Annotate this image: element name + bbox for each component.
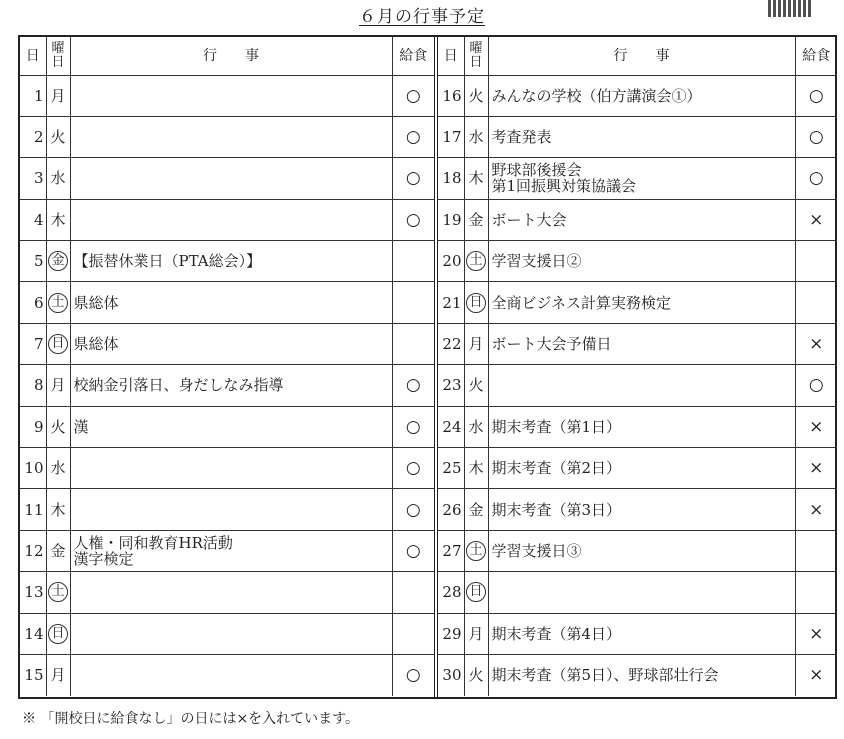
table-row (20, 613, 434, 654)
event-cell (488, 489, 795, 530)
day-of-week (464, 530, 488, 571)
meal-mark: ○ (392, 530, 434, 571)
day-of-week-label: 水 (50, 169, 66, 188)
table-row (438, 323, 837, 364)
table-row (438, 158, 837, 199)
table-row (438, 282, 837, 323)
event-text: 人権・同和教育HR活動 (73, 533, 233, 552)
day-number: 21 (438, 282, 464, 323)
day-of-week-label: 水 (468, 417, 484, 436)
day-of-week (464, 572, 488, 613)
day-of-week-label: 火 (468, 666, 484, 685)
holiday-circled-day: 日 (48, 624, 68, 644)
table-row (20, 448, 434, 489)
event-text: 期末考査（第4日） (491, 624, 622, 643)
day-number: 30 (438, 654, 464, 695)
table-row (438, 406, 837, 447)
day-number: 26 (438, 489, 464, 530)
event-text: 漢 (73, 417, 89, 436)
event-text: 【振替休業日（PTA総会）】 (73, 252, 262, 271)
page-title: ６月の行事予定 (359, 7, 485, 27)
event-text: みんなの学校（伯方講演会①） (491, 86, 702, 105)
event-text: 第1回振興対策協議会 (491, 177, 637, 196)
table-row (20, 323, 434, 364)
day-number: 23 (438, 365, 464, 406)
event-cell (488, 323, 795, 364)
table-row (438, 365, 837, 406)
day-of-week (464, 241, 488, 282)
meal-mark: × (795, 199, 837, 240)
table-row (438, 241, 837, 282)
day-number: 8 (20, 365, 46, 406)
day-number: 14 (20, 613, 46, 654)
day-number: 25 (438, 448, 464, 489)
meal-mark: ○ (392, 116, 434, 157)
event-cell (488, 75, 795, 116)
day-of-week (46, 116, 70, 157)
event-cell (70, 654, 392, 695)
event-cell (70, 365, 392, 406)
meal-mark: ○ (392, 75, 434, 116)
day-of-week (46, 365, 70, 406)
event-cell (488, 282, 795, 323)
event-text: 県総体 (73, 335, 119, 354)
meal-mark: × (795, 448, 837, 489)
day-of-week-label: 火 (50, 128, 66, 147)
event-text: 期末考査（第5日）、野球部壮行会 (491, 666, 719, 685)
holiday-circled-day: 金 (48, 251, 68, 271)
day-number: 15 (20, 654, 46, 695)
table-row (20, 282, 434, 323)
day-of-week (464, 75, 488, 116)
meal-mark: ○ (795, 158, 837, 199)
day-of-week (46, 323, 70, 364)
schedule-table (18, 35, 837, 699)
day-of-week-label: 金 (468, 500, 484, 519)
day-of-week-label: 木 (468, 459, 484, 478)
holiday-circled-day: 土 (466, 251, 486, 271)
day-of-week (46, 75, 70, 116)
day-number: 3 (20, 158, 46, 199)
meal-mark: ○ (392, 406, 434, 447)
day-of-week-label: 火 (468, 376, 484, 395)
day-of-week-label: 月 (50, 666, 66, 685)
meal-mark: × (795, 613, 837, 654)
day-of-week-label: 水 (50, 459, 66, 478)
day-of-week-label: 木 (468, 169, 484, 188)
event-cell (70, 489, 392, 530)
holiday-circled-day: 土 (466, 541, 486, 561)
event-text: 校納金引落日、身だしなみ指導 (73, 376, 284, 395)
event-cell (70, 241, 392, 282)
event-cell (488, 654, 795, 695)
meal-mark: ○ (795, 365, 837, 406)
event-text: 期末考査（第2日） (491, 459, 622, 478)
day-of-week (464, 654, 488, 695)
meal-mark (795, 572, 837, 613)
meal-mark (795, 282, 837, 323)
event-text: ボート大会 (491, 210, 567, 229)
header-meal: 給食 (392, 37, 434, 75)
day-of-week (464, 158, 488, 199)
qr-code-icon (768, 0, 812, 17)
header-dow: 曜日 (46, 37, 70, 75)
meal-mark: ○ (392, 199, 434, 240)
header-event: 行 事 (70, 37, 392, 75)
meal-mark (392, 241, 434, 282)
day-of-week (464, 365, 488, 406)
day-of-week (464, 116, 488, 157)
schedule-left (20, 37, 434, 696)
event-text: 期末考査（第1日） (491, 417, 622, 436)
day-of-week-label: 火 (50, 417, 66, 436)
event-cell (488, 365, 795, 406)
day-of-week (46, 654, 70, 695)
holiday-circled-day: 土 (48, 293, 68, 313)
day-number: 27 (438, 530, 464, 571)
day-of-week (46, 406, 70, 447)
day-of-week (46, 613, 70, 654)
holiday-circled-day: 土 (48, 582, 68, 602)
day-of-week-label: 金 (468, 210, 484, 229)
day-number: 29 (438, 613, 464, 654)
day-of-week-label: 月 (468, 624, 484, 643)
table-row (20, 199, 434, 240)
table-row (438, 489, 837, 530)
table-row (438, 613, 837, 654)
day-of-week-label: 月 (468, 335, 484, 354)
day-number: 20 (438, 241, 464, 282)
event-cell (488, 613, 795, 654)
day-of-week-label: 木 (50, 210, 66, 229)
meal-mark (392, 282, 434, 323)
event-cell (488, 448, 795, 489)
table-row (20, 530, 434, 571)
table-row (438, 654, 837, 695)
table-row (20, 158, 434, 199)
event-text: 期末考査（第3日） (491, 500, 622, 519)
day-number: 7 (20, 323, 46, 364)
day-of-week (464, 406, 488, 447)
day-number: 24 (438, 406, 464, 447)
day-number: 10 (20, 448, 46, 489)
day-number: 1 (20, 75, 46, 116)
day-number: 5 (20, 241, 46, 282)
event-cell (488, 158, 795, 199)
meal-mark (392, 613, 434, 654)
table-row (438, 75, 837, 116)
header-day: 日 (20, 37, 46, 75)
event-cell (70, 116, 392, 157)
day-of-week (46, 282, 70, 323)
meal-mark: × (795, 489, 837, 530)
day-of-week (464, 489, 488, 530)
day-of-week (46, 489, 70, 530)
day-number: 6 (20, 282, 46, 323)
day-of-week (464, 282, 488, 323)
meal-mark: × (795, 323, 837, 364)
event-cell (70, 75, 392, 116)
day-of-week (46, 448, 70, 489)
meal-mark (795, 241, 837, 282)
meal-mark: ○ (392, 654, 434, 695)
day-of-week (46, 572, 70, 613)
holiday-circled-day: 日 (466, 582, 486, 602)
holiday-circled-day: 日 (466, 293, 486, 313)
header-dow: 曜日 (464, 37, 488, 75)
day-of-week-label: 水 (468, 128, 484, 147)
event-cell (70, 282, 392, 323)
meal-mark: ○ (392, 158, 434, 199)
day-of-week (464, 448, 488, 489)
event-text: ボート大会予備日 (491, 335, 612, 354)
meal-mark: ○ (795, 75, 837, 116)
table-row (20, 116, 434, 157)
event-cell (488, 530, 795, 571)
event-text: 学習支援日② (491, 252, 582, 271)
day-of-week (46, 530, 70, 571)
meal-mark: ○ (392, 489, 434, 530)
table-row (438, 572, 837, 613)
day-of-week-label: 月 (50, 86, 66, 105)
day-number: 18 (438, 158, 464, 199)
table-row (438, 116, 837, 157)
table-row (20, 241, 434, 282)
table-row (438, 199, 837, 240)
day-number: 16 (438, 75, 464, 116)
schedule-right (438, 37, 837, 696)
event-cell (70, 448, 392, 489)
day-number: 11 (20, 489, 46, 530)
event-cell (70, 406, 392, 447)
event-cell (488, 199, 795, 240)
header-meal: 給食 (795, 37, 837, 75)
meal-mark: ○ (392, 448, 434, 489)
table-row (20, 365, 434, 406)
day-number: 22 (438, 323, 464, 364)
event-text: 漢字検定 (73, 549, 134, 568)
event-cell (70, 613, 392, 654)
meal-mark: × (795, 406, 837, 447)
meal-mark (795, 530, 837, 571)
day-number: 4 (20, 199, 46, 240)
table-row (20, 489, 434, 530)
header-day: 日 (438, 37, 464, 75)
day-number: 9 (20, 406, 46, 447)
day-of-week (46, 241, 70, 282)
event-cell (70, 572, 392, 613)
day-of-week-label: 金 (50, 541, 66, 560)
meal-mark: ○ (392, 365, 434, 406)
event-text: 考査発表 (491, 128, 552, 147)
event-cell (488, 116, 795, 157)
day-number: 17 (438, 116, 464, 157)
event-cell (70, 158, 392, 199)
event-cell (70, 323, 392, 364)
table-row (20, 406, 434, 447)
table-row (438, 448, 837, 489)
event-cell (70, 530, 392, 571)
day-of-week (464, 613, 488, 654)
holiday-circled-day: 日 (48, 334, 68, 354)
day-number: 13 (20, 572, 46, 613)
day-number: 19 (438, 199, 464, 240)
event-cell (488, 572, 795, 613)
day-of-week (464, 199, 488, 240)
day-of-week (46, 199, 70, 240)
day-of-week-label: 月 (50, 376, 66, 395)
event-cell (488, 406, 795, 447)
day-of-week-label: 木 (50, 500, 66, 519)
event-cell (70, 199, 392, 240)
meal-mark: × (795, 654, 837, 695)
day-number: 28 (438, 572, 464, 613)
event-text: 学習支援日③ (491, 541, 582, 560)
table-row (20, 654, 434, 695)
table-row (20, 572, 434, 613)
meal-mark (392, 572, 434, 613)
event-text: 野球部後援会 (491, 161, 582, 180)
day-number: 12 (20, 530, 46, 571)
day-of-week (46, 158, 70, 199)
day-of-week-label: 火 (468, 86, 484, 105)
table-row (20, 75, 434, 116)
day-of-week (464, 323, 488, 364)
meal-mark: ○ (795, 116, 837, 157)
day-number: 2 (20, 116, 46, 157)
table-row (438, 530, 837, 571)
footnote: ※ 「開校日に給食なし」の日には×を入れています。 (22, 711, 360, 727)
event-text: 県総体 (73, 293, 119, 312)
event-cell (488, 241, 795, 282)
event-text: 全商ビジネス計算実務検定 (491, 293, 672, 312)
header-event: 行 事 (488, 37, 795, 75)
meal-mark (392, 323, 434, 364)
